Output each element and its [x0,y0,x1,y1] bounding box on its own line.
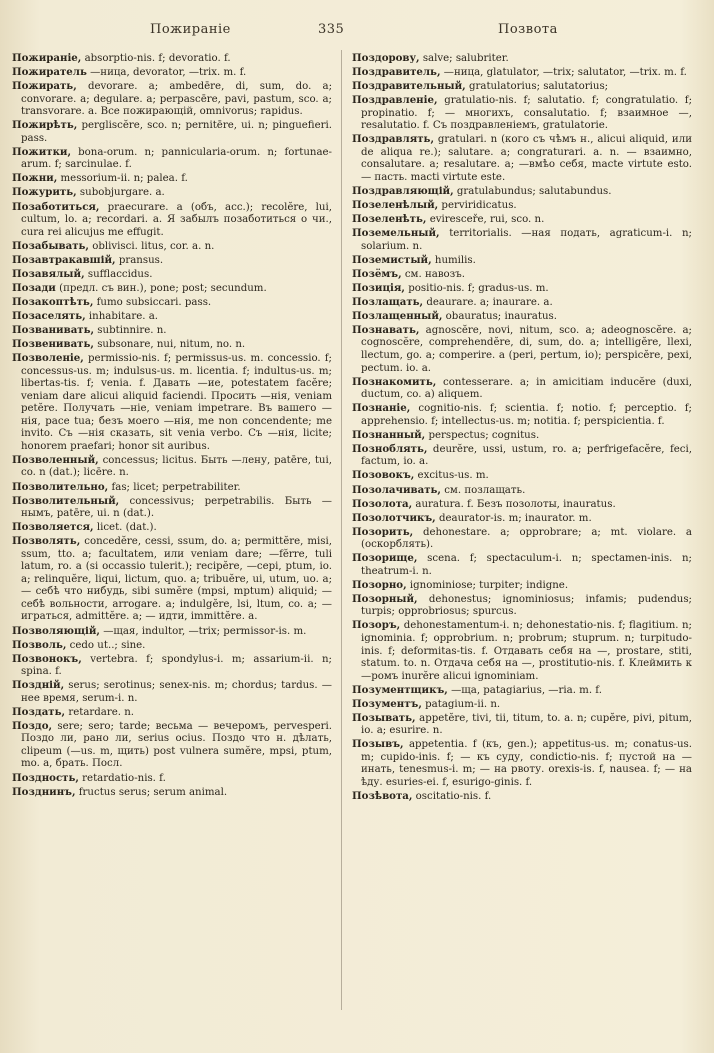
dictionary-entry [352,213,692,227]
entry-definition: pergliscĕre, sco. n; pernitēre, ui. n; pinguefieri. pass. [21,120,332,144]
entry-definition: dehonestus; ignominiosus; infamis; pudendus; turpis; opprobriosus; spurcus. [361,593,692,618]
entry-definition: —ница, devorator, —trix. m. f. [86,67,247,79]
entry-definition: inhabitare. a. [85,310,159,322]
entry-headword: Поздравляющій, [352,184,454,197]
header-right-catchword: Позвота [498,22,558,37]
entry-definition: fructus serus; serum animal. [75,786,228,798]
entry-headword: Позорище, [352,552,418,565]
entry-definition: subtinnire. n. [94,324,167,336]
entry-headword: Позволительно, [12,480,109,493]
dictionary-entry [12,310,332,324]
page-number: 335 [318,22,345,37]
entry-definition: eviresceře, rui, sco. n. [426,214,545,226]
entry-headword: Позорить, [352,525,414,538]
entry-definition: cognitio-nis. f; scientia. f; notio. f; perceptio. f; apprehensio. f; intellectus-us. m; notitia. f; perspicientia. f. [361,403,692,427]
entry-headword: Пожитки, [12,145,72,158]
dictionary-entry [12,282,332,296]
dictionary-entry [12,296,332,310]
dictionary-entry [352,579,692,593]
right-column [352,52,692,804]
dictionary-entry [352,790,692,804]
entry-definition: (предл. съ вин.), pone; post; secundum. [55,282,267,294]
entry-definition: —щая, indultor, —trix; permissor-is. m. [99,625,307,637]
entry-definition: messorium-ii. n; palea. f. [57,173,188,185]
entry-headword: Поздравлять, [352,133,434,146]
dictionary-entry [352,698,692,712]
entry-headword: Позволь, [12,638,67,651]
dictionary-entry [352,684,692,698]
dictionary-entry [352,376,692,402]
dictionary-entry [352,619,692,683]
entry-headword: Позеленѣть, [352,213,427,226]
entry-definition: serus; serotinus; senex-nis. m; chordus; tardus. —нее время, serum-i. n. [21,680,332,704]
entry-headword: Позорно, [352,578,407,591]
entry-headword: Позволяется, [12,521,94,534]
entry-definition: deaurare. a; inaurare. a. [423,296,553,308]
entry-definition: permissio-nis. f; permissus-us. m. concessio. f; concessus-us. m; indulsus-us. m. licentia. f; indultus-us. m; libertas-tis. f; venia. f. Давать —иe, potestatem facĕre; veniam dare alicui aliquid faciendi. Просить —нiя, veniam petĕre. Получать —нiе, veniam impetrare. Въ вашего —нiя, pace tua; безъ моего —нiя, me non concendente; me invito. Съ —нiя сказать, sit venia verbo. Съ —нiя, licite; honorem praefari; honor sit auribus. [21,353,332,452]
entry-definition: scena. f; spectaculum-i. n; spectamen-inis. n; theatrum-i. n. [361,553,692,577]
dictionary-entry [12,521,332,535]
entry-headword: Пожиратель [12,66,87,79]
entry-headword: Позывъ, [352,738,404,751]
entry-definition: concessivus; perpetrabilis. Быть —нымъ, patēre, ui. n (dat.). [21,495,332,520]
entry-definition: см. позлащать. [440,484,526,496]
entry-definition: deurĕre, ussi, ustum, ro. a; perfrigefacĕre, feci, factum, io. a. [361,443,692,468]
entry-headword: Позументщикъ, [352,683,448,696]
dictionary-entry [352,254,692,268]
entry-headword: Познанный, [352,428,426,441]
entry-definition: appetentia. f (къ, gen.); appetitus-us. m; conatus-us. m; cupido-inis. f; — къ суду, condictio-nis. f; пустой на — инать, tenesmus-i. m; — на рвоту. orexis-is. f, nausea. f; — на ѣду. esuries-ei. f, esurigo-ginis. f. [361,739,692,789]
entry-definition: oscitatio-nis. f. [412,791,492,803]
left-column [12,52,332,800]
dictionary-entry [352,738,692,789]
entry-definition: gratulatio-nis. f; salutatio. f; congratulatio. f; propinatio. f; — многихъ, consalutatio. f; взаимное —, resalutatio. f. Съ поздравленiемъ, gratulatorie. [361,95,692,132]
dictionary-entry [352,484,692,498]
dictionary-entry [12,706,332,720]
dictionary-entry [12,454,332,480]
entry-definition: retardatio-nis. f. [78,772,166,784]
entry-headword: Позовокъ, [352,469,415,482]
dictionary-entry [12,186,332,200]
entry-definition: subobjurgare. a. [76,187,165,199]
entry-definition: salve; salubriter. [419,53,509,64]
entry-headword: Поздравитель, [352,66,441,79]
entry-headword: Познакомить, [352,375,437,388]
dictionary-entry [352,469,692,483]
entry-definition: sere; sero; tarde; весьма — вечеромъ, pervesperi. Поздо ли, рано ли, serius ocius. Поздо что н. дѣлать, clipeum (—us. m, щить) post vulnera sumĕre, mpsi, ptum, mo. a, брать. Посл. [21,720,332,770]
entry-headword: Позолота, [352,497,413,510]
entry-headword: Позаботиться, [12,200,100,213]
entry-headword: Пожирать, [12,80,77,93]
entry-headword: Позноблять, [352,442,428,455]
entry-definition: agnoscĕre, novi, nitum, sco. a; adeognoscĕre. a; cognoscĕre, comprehendĕre, di, sum, do. a; intelligĕre, llexi, llectum, go. a; comperire. a (peri, pertum, io); perspicĕre, pexi, pectum. io. a. [361,324,692,374]
dictionary-entry [12,268,332,282]
dictionary-entry [12,786,332,800]
entry-definition: vertebra. f; spondylus-i. m; assarium-ii. n; spina. f. [21,653,332,678]
entry-headword: Позднинъ, [12,785,76,798]
entry-headword: Позѣвота, [352,790,413,803]
dictionary-entry [12,66,332,80]
dictionary-entry [12,625,332,639]
dictionary-entry [352,712,692,738]
entry-definition: licet. (dat.). [93,522,157,534]
entry-headword: Позолотчикъ, [352,511,436,524]
dictionary-entry [352,429,692,443]
entry-definition: territorialis. —ная подать, agraticum-i. n; solarium. n. [361,228,692,252]
dictionary-entry [352,268,692,282]
column-divider [341,50,342,1010]
entry-definition: appetĕre, tivi, tii, titum, to. a. n; cupĕre, pivi, pitum, io. a; esurire. n. [361,712,692,737]
dictionary-entry [352,199,692,213]
dictionary-entry [352,552,692,578]
entry-headword: Позвенивать, [12,337,94,350]
entry-definition: deaurator-is. m; inaurator. m. [435,512,592,524]
dictionary-entry [352,512,692,526]
entry-headword: Позвонокъ, [12,652,82,665]
dictionary-entry [12,535,332,624]
entry-definition: concedĕre, cessi, ssum, do. a; permittĕre, misi, ssum, tto. a; facultatem, или veniam dare; —fĕrre, tuli latum, ro. a (si occassio tulerit.); recipĕre, —cepi, ptum, io. a; relinquĕre, liqui, lictum, quo. a; tribuĕre, ui, utum, uo. a; — себѣ что нибудь, sibi sumĕre (mpsi, mptum) aliquid; — себѣ вольности, arrogare. a; indulgĕre, lsi, ltum, co. a; — играться, admittĕre. a; — идти, immittĕre. a. [21,536,332,623]
header-left-catchword: Пожиранie [150,22,231,37]
entry-headword: Позволять, [12,535,81,548]
dictionary-entry [12,481,332,495]
entry-definition: perspectus; cognitus. [425,429,540,441]
dictionary-entry [352,133,692,184]
entry-headword: Позлащать, [352,295,424,308]
entry-headword: Позавтракавшій, [12,253,116,266]
dictionary-entry [352,185,692,199]
dictionary-entry [12,324,332,338]
entry-definition: pransus. [115,254,164,266]
dictionary-entry [352,443,692,469]
entry-definition: —ща, patagiarius, —ria. m. f. [447,684,602,696]
dictionary-entry [352,324,692,375]
dictionary-entry [352,593,692,619]
dictionary-entry [12,254,332,268]
dictionary-entry [12,495,332,521]
entry-definition: gratulabundus; salutabundus. [453,185,612,197]
entry-definition: concessus; licitus. Быть —лену, patēre, tui, co. n (dat.); licēre. n. [21,454,332,479]
entry-definition: obauratus; inauratus. [442,310,557,322]
dictionary-entry [352,296,692,310]
dictionary-entry [12,338,332,352]
dictionary-entry [352,310,692,324]
entry-headword: Поземельный, [352,227,440,240]
entry-definition: subsonare, nui, nitum, no. n. [93,338,246,350]
dictionary-entry [352,402,692,428]
entry-definition: sufflaccidus. [84,268,153,280]
entry-definition: absorptio-nis. f; devoratio. f. [81,53,231,64]
entry-definition: fas; licet; perpetrabiliter. [108,481,241,493]
entry-headword: Пожни, [12,172,58,185]
entry-headword: Поздравленie, [352,94,438,107]
dictionary-entry [12,172,332,186]
dictionary-entry [352,52,692,66]
entry-headword: Позволяющій, [12,624,100,637]
entry-definition: humilis. [431,254,476,266]
entry-headword: Позывать, [352,711,416,724]
entry-headword: Позоръ, [352,619,401,632]
entry-headword: Позавялый, [12,267,85,280]
entry-headword: Пожурить, [12,186,77,199]
entry-headword: Позабывать, [12,239,89,252]
dictionary-entry [12,720,332,771]
entry-headword: Позакоптѣть, [12,295,94,308]
dictionary-entry [12,119,332,145]
entry-headword: Поздность, [12,771,79,784]
entry-headword: Позорный, [352,592,418,605]
dictionary-entry [12,653,332,679]
entry-headword: Познанie, [352,402,411,415]
dictionary-entry [12,240,332,254]
entry-definition: см. навозъ. [401,268,465,280]
entry-definition: devorare. a; ambedēre, di, sum, do. a; convorare. a; degulare. a; perpascēre, pavi, pastum, sco. a; transvorare. a. Все пожирающій, omnivorus; rapidus. [21,81,332,118]
dictionary-entry [352,498,692,512]
entry-headword: Позицiя, [352,281,405,294]
entry-headword: Поздо, [12,719,53,732]
entry-headword: Поздравительный, [352,80,466,93]
entry-definition: positio-nis. f; gradus-us. m. [404,282,549,294]
entry-definition: cedo ut..; sine. [66,639,146,651]
dictionary-entry [12,639,332,653]
entry-headword: Поздать, [12,705,66,718]
entry-headword: Позволенный, [12,453,99,466]
entry-headword: Позументъ, [352,697,422,710]
entry-definition: excitus-us. m. [414,470,489,482]
entry-headword: Познавать, [352,323,420,336]
dictionary-entry [352,282,692,296]
entry-definition: ignominiose; turpiter; indigne. [406,579,569,591]
entry-headword: Позлащенный, [352,309,443,322]
entry-definition: —ница, glatulator, —trix; salutator, —trix. m. f. [440,67,687,79]
entry-headword: Позванивать, [12,323,95,336]
entry-definition: praecurare. a (объ, acc.); recolĕre, lui, cultum, lo. a; recordari. a. Я забылъ позаботиться о чи., cura rei alicujus me effugit. [21,201,332,238]
dictionary-entry [12,80,332,119]
page-header [0,22,714,44]
entry-headword: Позёмъ, [352,267,402,280]
entry-headword: Позволительный, [12,494,120,507]
entry-headword: Поздній, [12,679,65,692]
dictionary-entry [352,227,692,253]
entry-definition: gratulatorius; salutatorius; [465,81,609,93]
dictionary-entry [352,94,692,133]
entry-definition: retardare. n. [65,706,135,718]
dictionary-entry [352,80,692,94]
dictionary-entry [12,352,332,453]
entry-definition: patagium-ii. n. [421,698,501,710]
dictionary-entry [12,201,332,240]
dictionary-entry [12,146,332,172]
dictionary-entry [12,679,332,705]
entry-definition: dehonestare. a; opprobrare; a; mt. violare. a (оскорблять). [361,526,692,551]
entry-definition: perviridicatus. [438,200,517,212]
entry-definition: dehonestamentum-i. n; dehonestatio-nis. f; flagitium. n; ignominia. f; opprobrium. n; probrum; stuprum. n; turpitudo-inis. f; deformitas-tis. f. Отдавать себя на —, prostare, stiti, statum. to. n. Отдача себя на —, prostitutio-nis. f. Клеймить к —ромъ inurĕre alicui ignominiam. [361,620,692,682]
entry-headword: Позволенie, [12,352,84,365]
entry-headword: Пожиранie, [12,52,82,64]
entry-headword: Позеленѣлый, [352,199,439,212]
entry-definition: oblivisci. litus, cor. a. n. [88,240,215,252]
entry-definition: auratura. f. Безъ позолоты, inauratus. [412,498,616,510]
dictionary-entry [352,526,692,552]
entry-headword: Позолачивать, [352,483,441,496]
dictionary-entry [12,52,332,66]
entry-definition: bona-orum. n; pannicularia-orum. n; fortunae-arum. f; sarcinulae. f. [21,146,332,171]
entry-headword: Поземистый, [352,253,432,266]
entry-headword: Позади [12,281,56,294]
entry-definition: gratulari. n (кого съ чѣмъ н., alicui aliquid, или de aliqua re.); salutare. a; congraturari. a. n. — взаимно, consalutare. a; resalutare. a; —вмѣо себя, macte virtute esto. — пасть. macti virtute este. [361,134,692,183]
entry-definition: contesserare. a; in amicitiam inducĕre (duxi, ductum, co. a) aliquem. [361,376,692,401]
entry-headword: Поздорову, [352,52,420,64]
entry-headword: Пожирѣть, [12,119,78,132]
entry-definition: fumo subsiccari. pass. [93,296,212,308]
dictionary-entry [352,66,692,80]
entry-headword: Позаселять, [12,309,86,322]
dictionary-entry [12,772,332,786]
